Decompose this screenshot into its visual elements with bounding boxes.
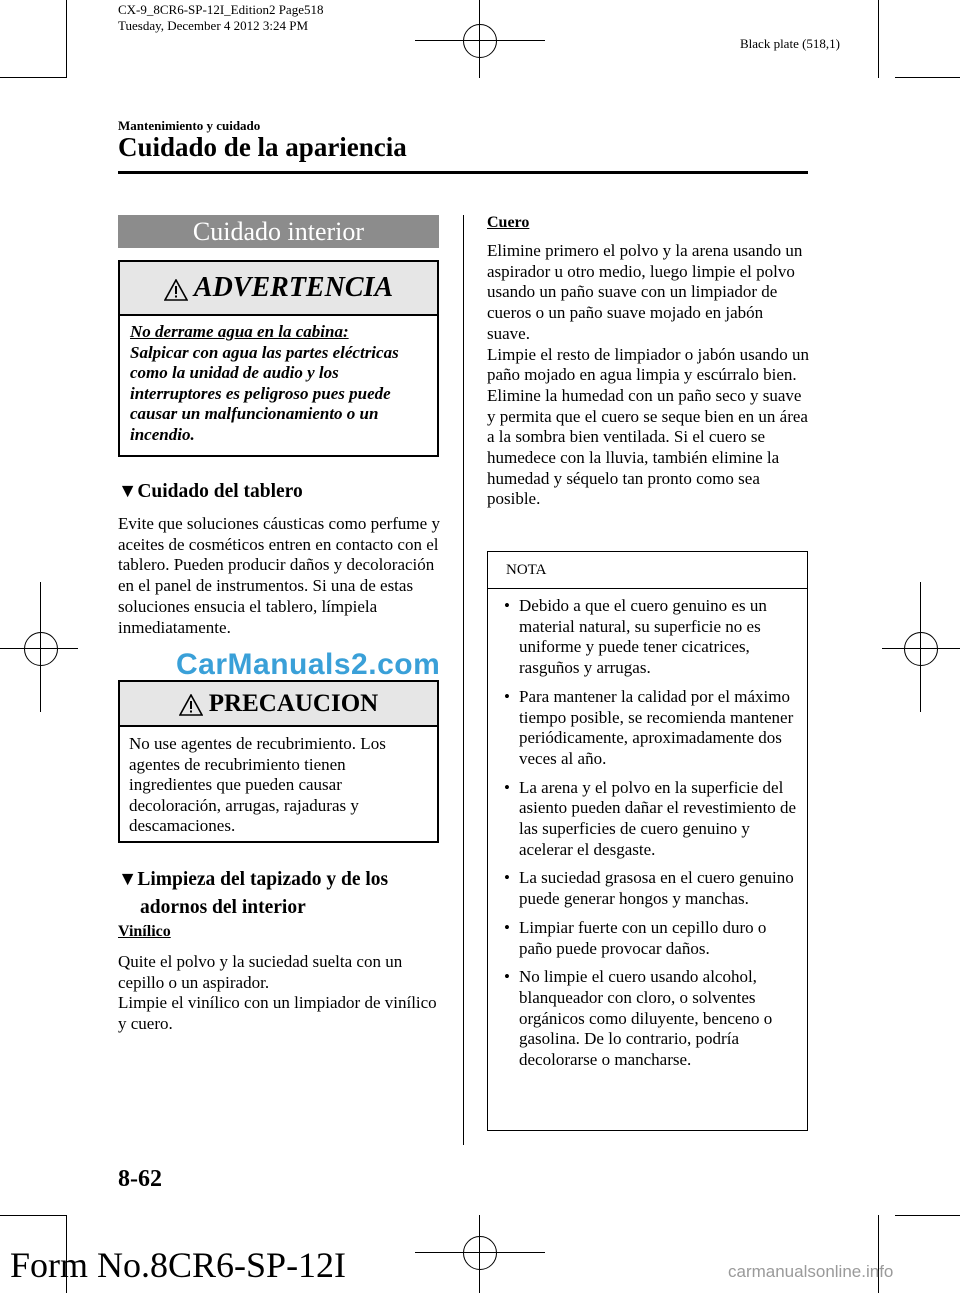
warning-body <box>120 316 437 451</box>
page-number: 8-62 <box>118 1166 162 1192</box>
note-item <box>498 868 798 909</box>
form-number: Form No.8CR6-SP-12I <box>10 1245 347 1285</box>
vinyl-label: Vinílico <box>118 923 171 940</box>
note-item-text: La suciedad grasosa en el cuero genuino puede generar hongos y manchas. <box>519 868 794 909</box>
bullet-icon: • <box>504 917 510 937</box>
note-box <box>487 551 808 1131</box>
dash-body: Evite que soluciones cáusticas como perfume y aceites de cosméticos entren en contacto con el tablero. Pueden producir daños y decoloración en el panel de instrumentos. Si una de estas soluciones ensucia el tablero, límpiela inmediatamente. <box>118 514 440 637</box>
column-divider <box>463 215 464 1145</box>
bullet-icon: • <box>504 686 510 706</box>
print-header-date: Tuesday, December 4 2012 3:24 PM <box>118 18 309 33</box>
dash-heading-text: Cuidado del tablero <box>137 481 303 502</box>
warning-lead: No derrame agua en la cabina: <box>130 322 349 341</box>
crop-mark <box>0 77 66 78</box>
watermark: CarManuals2.com <box>176 648 441 681</box>
vinyl-paragraph: Limpie el vinílico con un limpiador de vinílico y cuero. <box>118 993 437 1034</box>
leather-paragraph: Elimine la humedad con un paño seco y suave y permita que el cuero se seque bien en un área a la sombra bien ventilada. Si el cuero se humedece con la lluvia, también elimine la humedad y séquelo tan pronto como sea posible. <box>487 385 808 509</box>
upholstery-heading-line1: Limpieza del tapizado y de los <box>137 869 389 890</box>
note-item-text: Debido a que el cuero genuino es un material natural, su superficie no es uniforme y puede tener cicatrices, rasguños y arrugas. <box>519 596 767 678</box>
crop-mark <box>895 1215 960 1216</box>
warning-title: ADVERTENCIA <box>193 272 394 303</box>
caution-triangle-icon <box>179 694 203 716</box>
bullet-icon: • <box>504 868 510 888</box>
section-banner: Cuidado interior <box>118 215 439 248</box>
note-item <box>498 687 798 770</box>
caution-header <box>120 682 437 727</box>
footer-watermark: carmanualsonline.info <box>728 1262 894 1281</box>
print-header-file: CX-9_8CR6-SP-12I_Edition2 Page518 <box>118 2 324 17</box>
caution-box <box>118 680 439 843</box>
upholstery-heading <box>118 868 448 920</box>
vinyl-paragraph: Quite el polvo y la suciedad suelta con un cepillo o un aspirador. <box>118 952 403 992</box>
crop-mark <box>0 1215 66 1216</box>
note-item <box>498 967 798 1071</box>
plate-label: Black plate (518,1) <box>740 36 840 51</box>
note-title: NOTA <box>506 562 547 578</box>
note-item <box>498 778 798 861</box>
warning-triangle-icon <box>164 279 188 301</box>
registration-circle-icon <box>24 632 58 666</box>
section-marker-icon: ▼ <box>118 869 138 890</box>
note-item-text: Para mantener la calidad por el máximo tiempo posible, se recomienda mantener periódicamente, aproximadamente dos veces al año. <box>519 686 794 768</box>
warning-box <box>118 260 439 457</box>
section-label: Mantenimiento y cuidado <box>118 118 261 133</box>
registration-circle-icon <box>463 24 497 58</box>
warning-text: Salpicar con agua las partes eléctricas como la unidad de audio y los interruptores es peligroso pues puede causar un malfuncionamiento o un incendio. <box>130 342 399 444</box>
leather-paragraph: Limpie el resto de limpiador o jabón usando un paño mojado en agua limpia y escúrralo bien. <box>487 344 809 385</box>
note-item <box>498 596 798 679</box>
section-marker-icon: ▼ <box>118 481 138 502</box>
note-item <box>498 918 798 959</box>
note-item-text: Limpiar fuerte con un cepillo duro o paño puede provocar daños. <box>519 917 767 958</box>
registration-circle-icon <box>463 1236 497 1270</box>
crop-mark <box>878 0 879 78</box>
page-title: Cuidado de la apariencia <box>118 132 407 162</box>
crop-mark <box>895 77 960 78</box>
title-rule <box>118 171 808 174</box>
registration-circle-icon <box>904 632 938 666</box>
note-item-text: No limpie el cuero usando alcohol, blanqueador con cloro, o solventes orgánicos como diluyente, benceno o gasolina. De lo contrario, podría decolorarse o mancharse. <box>519 967 773 1070</box>
caution-body: No use agentes de recubrimiento. Los agentes de recubrimiento tienen ingredientes que pueden causar decoloración, arrugas, rajaduras y descamaciones. <box>129 734 386 835</box>
upholstery-heading-line2: adornos del interior <box>140 897 306 918</box>
bullet-icon: • <box>504 777 510 797</box>
note-item-text: La arena y el polvo en la superficie del asiento pueden dañar el revestimiento de las superficies de cuero genuino y acelerar el desgaste. <box>519 777 797 859</box>
warning-header <box>120 262 437 316</box>
leather-paragraph: Elimine primero el polvo y la arena usando un aspirador u otro medio, luego limpie el polvo usando un paño suave con un limpiador de cueros o un paño suave mojado en jabón suave. <box>487 241 803 343</box>
leather-body <box>487 241 809 510</box>
dash-heading <box>118 480 448 504</box>
crop-mark <box>66 0 67 78</box>
note-list <box>498 596 798 1079</box>
caution-title: PRECAUCION <box>208 690 379 717</box>
print-header <box>118 2 323 34</box>
vinyl-body <box>118 952 440 1035</box>
leather-label: Cuero <box>487 214 530 231</box>
note-divider <box>488 588 807 589</box>
bullet-icon: • <box>504 596 510 615</box>
bullet-icon: • <box>504 967 510 987</box>
